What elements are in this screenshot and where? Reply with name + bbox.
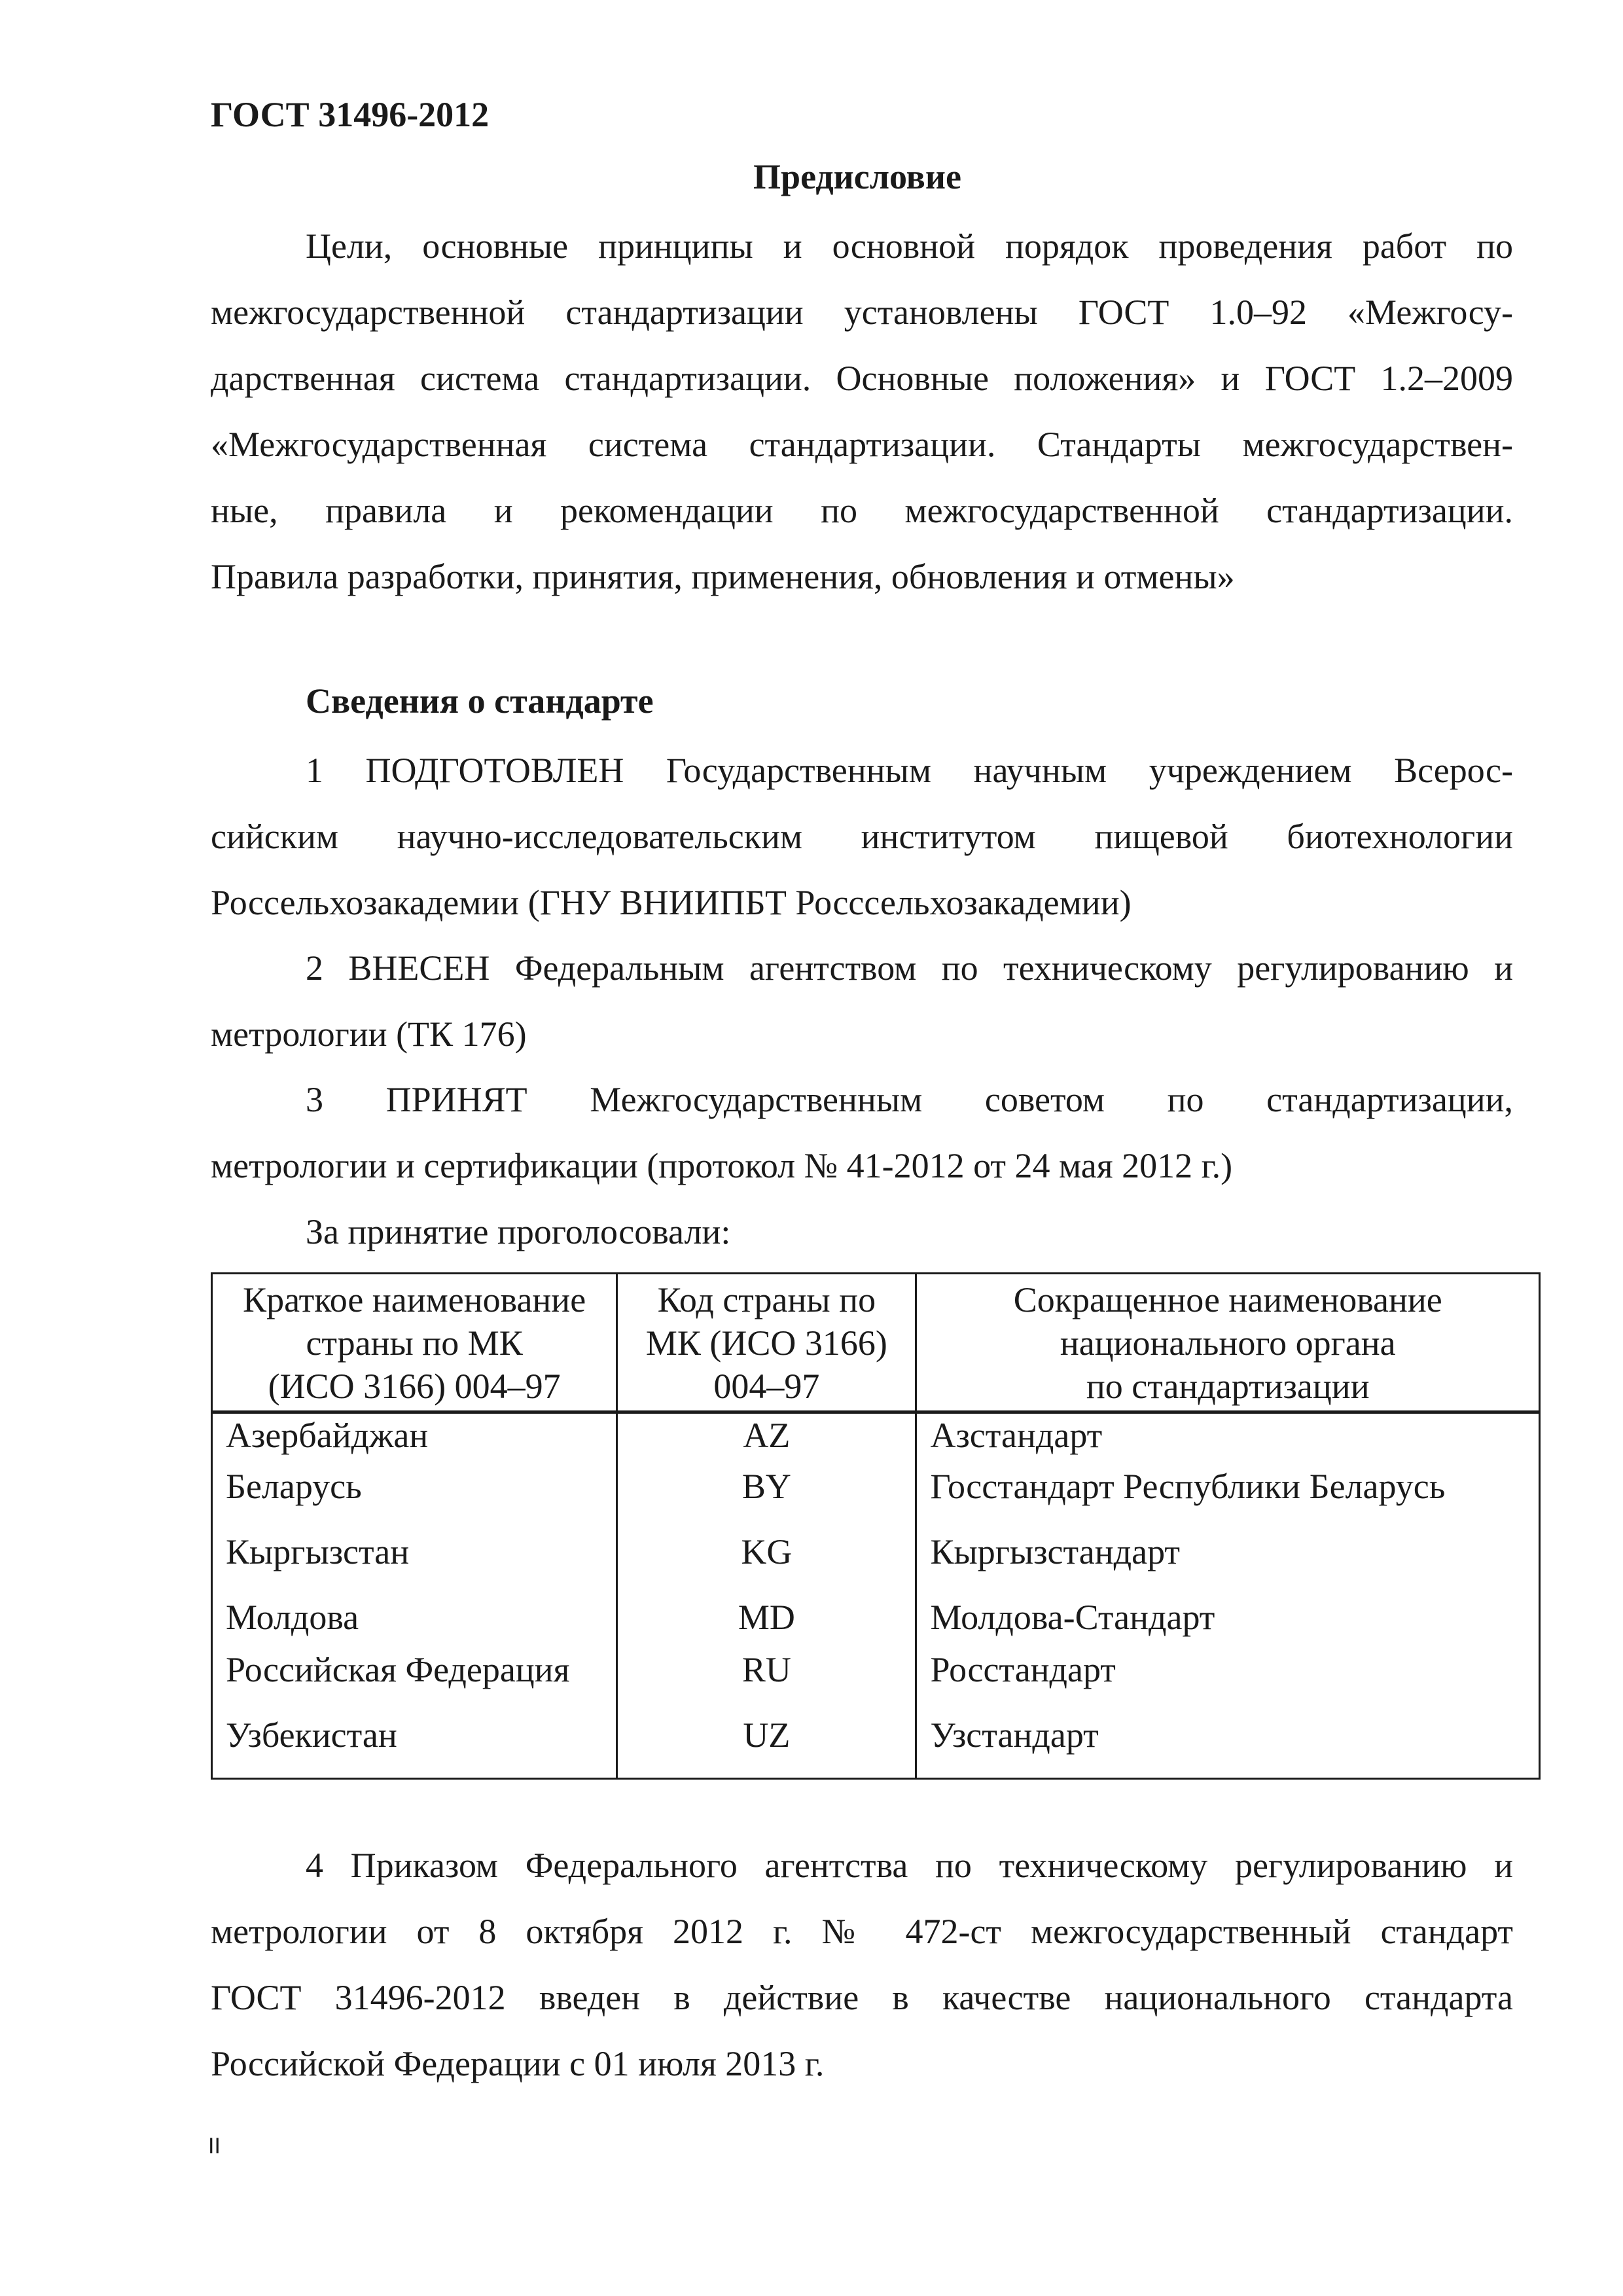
preface-title: Предисловие — [753, 157, 961, 196]
table-row — [212, 1596, 1540, 1648]
table-row — [212, 1713, 1540, 1779]
text-line: дарственная система стандартизации. Основные положения» и ГОСТ 1.2–2009 — [211, 359, 1513, 398]
text-line: За принятие проголосовали: — [306, 1212, 731, 1251]
table-row — [212, 1412, 1540, 1465]
text-line: ные, правила и рекомендации по межгосударственной стандартизации. — [211, 491, 1513, 530]
text-line: 2 ВНЕСЕН Федеральным агентством по техническому регулированию и — [306, 948, 1513, 988]
body-cell: Узстандарт — [916, 1713, 1540, 1779]
country-cell: Беларусь — [212, 1465, 617, 1530]
info-item-4 — [211, 1833, 1513, 2097]
section-title: Сведения о стандарте — [306, 681, 654, 721]
table-row — [212, 1530, 1540, 1596]
text-line: Россельхозакадемии (ГНУ ВНИИПБТ Росссельхозакадемии) — [211, 883, 1132, 922]
text-line: сийским научно-исследовательским институтом пищевой биотехнологии — [211, 817, 1513, 856]
code-cell: KG — [617, 1530, 916, 1596]
column-header-country: Краткое наименование страны по МК (ИСО 3166) 004–97 — [212, 1274, 617, 1412]
voting-table — [211, 1272, 1541, 1780]
column-header-code: Код страны по МК (ИСО 3166) 004–97 — [617, 1274, 916, 1412]
text-line: метрологии от 8 октября 2012 г. № 472-ст межгосударственный стандарт — [211, 1912, 1513, 1951]
body-cell: Кыргызстандарт — [916, 1530, 1540, 1596]
document-code: ГОСТ 31496-2012 — [211, 95, 490, 134]
table-header-row — [212, 1274, 1540, 1412]
code-cell: BY — [617, 1465, 916, 1530]
column-header-body: Сокращенное наименование национального органа по стандартизации — [916, 1274, 1540, 1412]
code-cell: AZ — [617, 1412, 916, 1465]
body-cell: Росстандарт — [916, 1648, 1540, 1713]
text-line: Цели, основные принципы и основной порядок проведения работ по — [306, 226, 1513, 266]
country-cell: Российская Федерация — [212, 1648, 617, 1713]
text-line: 3 ПРИНЯТ Межгосударственным советом по стандартизации, — [306, 1080, 1513, 1119]
text-line: «Межгосударственная система стандартизации. Стандарты межгосударствен- — [211, 425, 1513, 464]
country-cell: Кыргызстан — [212, 1530, 617, 1596]
table-row — [212, 1648, 1540, 1713]
code-cell: MD — [617, 1596, 916, 1648]
code-cell: RU — [617, 1648, 916, 1713]
info-item-1 — [211, 738, 1513, 936]
text-line: Российской Федерации с 01 июля 2013 г. — [211, 2044, 825, 2083]
body-cell: Молдова-Стандарт — [916, 1596, 1540, 1648]
info-item-2 — [211, 935, 1513, 1067]
text-line: ГОСТ 31496-2012 введен в действие в качестве национального стандарта — [211, 1978, 1513, 2017]
text-line: 4 Приказом Федерального агентства по техническому регулированию и — [306, 1846, 1513, 1885]
country-cell: Молдова — [212, 1596, 617, 1648]
code-cell: UZ — [617, 1713, 916, 1779]
page-number: II — [208, 2134, 221, 2159]
text-line: метрологии (ТК 176) — [211, 1014, 527, 1054]
info-item-3 — [211, 1067, 1513, 1265]
table-row — [212, 1465, 1540, 1530]
country-cell: Азербайджан — [212, 1412, 617, 1465]
country-cell: Узбекистан — [212, 1713, 617, 1779]
preface-paragraph — [211, 213, 1513, 610]
body-cell: Госстандарт Республики Беларусь — [916, 1465, 1540, 1530]
text-line: Правила разработки, принятия, применения, обновления и отмены» — [211, 557, 1235, 596]
text-line: метрологии и сертификации (протокол № 41-2012 от 24 мая 2012 г.) — [211, 1146, 1233, 1185]
text-line: 1 ПОДГОТОВЛЕН Государственным научным учреждением Всерос- — [306, 751, 1513, 790]
text-line: межгосударственной стандартизации установлены ГОСТ 1.0–92 «Межгосу- — [211, 293, 1513, 332]
body-cell: Азстандарт — [916, 1412, 1540, 1465]
